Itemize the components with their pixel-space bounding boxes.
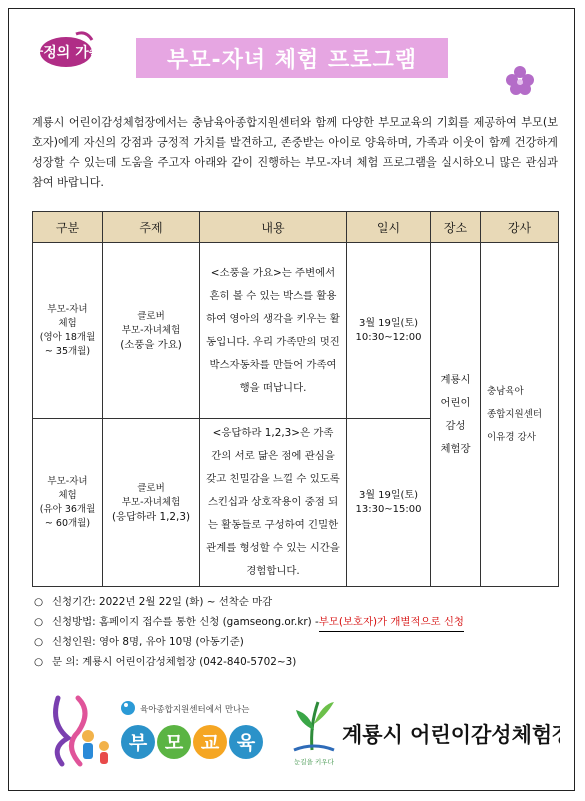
info-highlight: 부모(보호자)가 개별적으로 신청 xyxy=(319,612,464,632)
logo-text: 긍정의 가족 xyxy=(32,45,100,61)
header-content: 내용 xyxy=(200,212,347,243)
row1-category: 부모-자녀 체험 (영아 18개월 ~ 35개월) xyxy=(33,243,103,419)
info-text: : 홈페이지 접수를 통한 신청 (gamseong.or.kr) - xyxy=(92,616,319,628)
gyeryong-experience-logo xyxy=(290,690,560,770)
info-text: : 2022년 2월 22일 (화) ~ 선착순 마감 xyxy=(92,596,273,608)
parent-education-logo xyxy=(118,690,268,770)
gyeryong-name: 계룡시 어린이감성체험장 xyxy=(342,722,560,747)
info-text: : 영아 8명, 유아 10명 (아동기준) xyxy=(92,636,244,648)
header-place: 장소 xyxy=(431,212,481,243)
row1-content: <소풍을 가요>는 주변에서 흔히 볼 수 있는 박스를 활용하여 영아의 생각을 키우는 활동입니다. 우리 가족만의 멋진 박스자동차를 만들어 가족여행을 떠납니다. xyxy=(200,243,347,419)
info-label: 신청기간 xyxy=(52,596,93,608)
gyeryong-slogan: 눈길을 키우다 xyxy=(294,758,334,766)
program-table xyxy=(32,211,559,587)
place-cell: 계룡시 어린이 감성 체험장 xyxy=(431,243,481,587)
bullet-icon: ○ xyxy=(34,636,44,648)
svg-text:부: 부 xyxy=(128,732,148,754)
info-text: : 계룡시 어린이감성체험장 (042-840-5702~3) xyxy=(75,656,297,668)
bullet-icon: ○ xyxy=(34,596,44,608)
header-date: 일시 xyxy=(347,212,431,243)
row2-content: <응답하라 1,2,3>은 가족 간의 서로 닮은 점에 관심을 갖고 친밀감을 느낄 수 있도록 스킨십과 상호작용이 중점 되는 활동들로 구성하여 긴밀한 관계를 형성할 수 있는 시간을 경험합니다. xyxy=(200,419,347,587)
row2-topic: 클로버 부모-자녀체험 (응답하라 1,2,3) xyxy=(103,419,200,587)
svg-text:육: 육 xyxy=(236,732,256,754)
intro-paragraph: 계룡시 어린이감성체험장에서는 충남육아종합지원센터와 함께 다양한 부모교육의 기회를 제공하여 부모(보호자)에게 자신의 강점과 긍정적 가치를 발견하고, 존중받는 아이로 양육하며, 가족과 이웃이 함께 건강하게 성장할 수 있는데 도움을 주고자 아래와 같이 진행하는 부모-자녀 체험 프로그램을 실시하오니 많은 관심과 참여 바랍니다. xyxy=(32,116,558,189)
row1-topic: 클로버 부모-자녀체험 (소풍을 가요) xyxy=(103,243,200,419)
list-item xyxy=(34,632,564,652)
svg-text:모: 모 xyxy=(164,732,184,754)
flower-icon xyxy=(503,63,537,97)
bullet-icon: ○ xyxy=(34,616,44,628)
table-row xyxy=(33,243,559,419)
bullet-icon: ○ xyxy=(34,656,44,668)
row1-date: 3월 19일(토) 10:30~12:00 xyxy=(347,243,431,419)
header-teacher: 강사 xyxy=(481,212,559,243)
header-category: 구분 xyxy=(33,212,103,243)
row2-category: 부모-자녀 체험 (유아 36개월 ~ 60개월) xyxy=(33,419,103,587)
list-item xyxy=(34,592,564,612)
row2-date: 3월 19일(토) 13:30~15:00 xyxy=(347,419,431,587)
info-label: 신청방법 xyxy=(52,616,93,628)
svg-text:교: 교 xyxy=(200,732,220,754)
list-item xyxy=(34,612,564,632)
info-label: 문 의 xyxy=(52,656,76,668)
family-illustration-icon xyxy=(48,690,118,770)
family-logo xyxy=(32,26,100,70)
header-topic: 주제 xyxy=(103,212,200,243)
list-item xyxy=(34,652,564,672)
info-label: 신청인원 xyxy=(52,636,93,648)
teacher-cell: 충남육아 종합지원센터 이유경 강사 xyxy=(481,243,559,587)
page-title: 부모-자녀 체험 프로그램 xyxy=(136,38,448,78)
center-tagline: 육아종합지원센터에서 만나는 xyxy=(140,705,250,715)
info-list xyxy=(34,592,564,672)
